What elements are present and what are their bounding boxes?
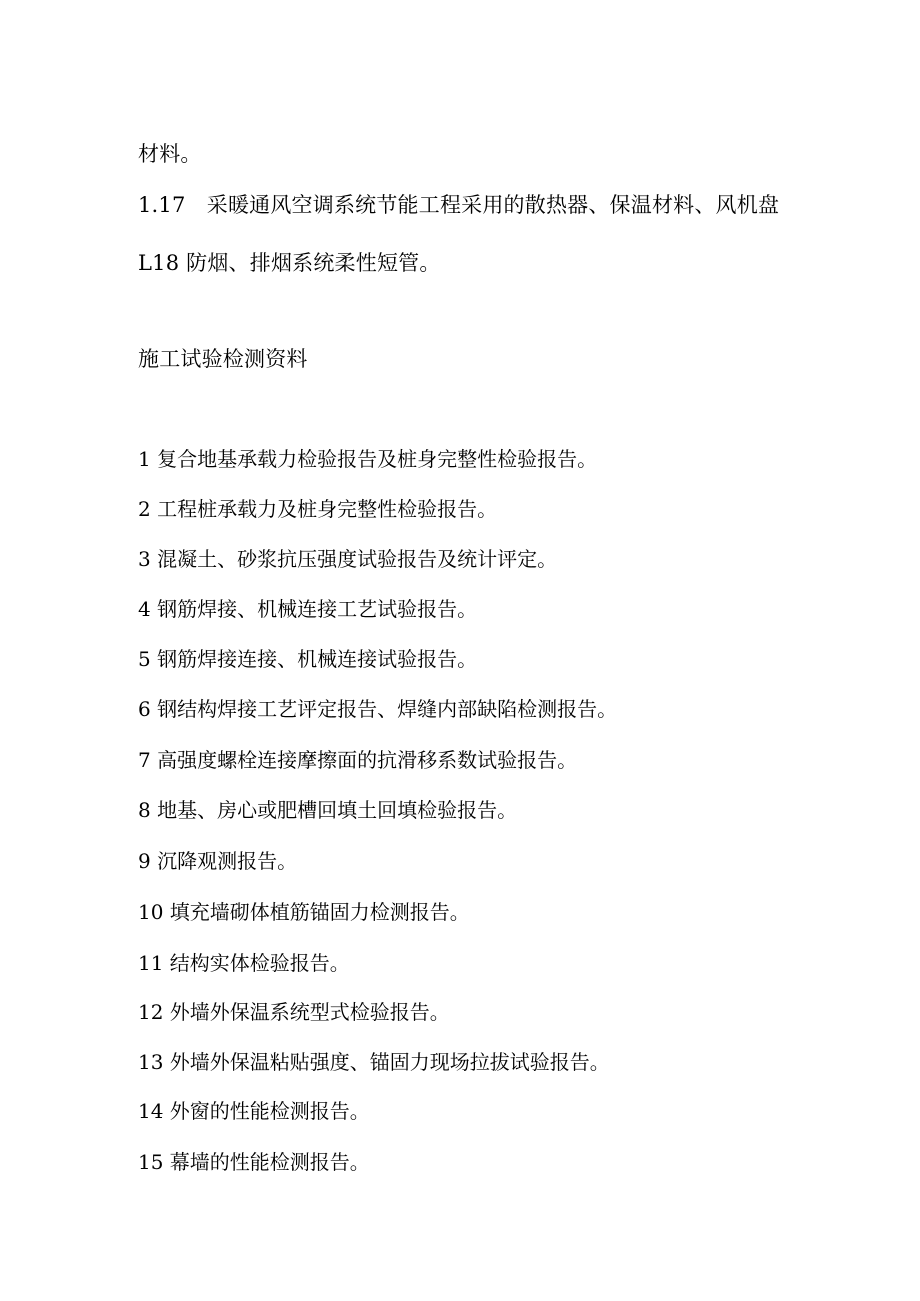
list-item-4: 4 钢筋焊接、机械连接工艺试验报告。: [138, 597, 478, 621]
list-item-10: 10 填充墙砌体植筋锚固力检测报告。: [138, 900, 470, 924]
list-item-3: 3 混凝土、砂浆抗压强度试验报告及统计评定。: [138, 547, 558, 571]
item-1-17: 1.17 采暖通风空调系统节能工程采用的散热器、保温材料、风机盘: [138, 193, 780, 217]
list-item-1: 1 复合地基承载力检验报告及桩身完整性检验报告。: [138, 447, 598, 471]
list-item-8: 8 地基、房心或肥槽回填土回填检验报告。: [138, 798, 518, 822]
item-1-18: L18 防烟、排烟系统柔性短管。: [138, 251, 441, 275]
list-item-12: 12 外墙外保温系统型式检验报告。: [138, 1000, 450, 1024]
list-item-7: 7 高强度螺栓连接摩擦面的抗滑移系数试验报告。: [138, 748, 578, 772]
list-item-6: 6 钢结构焊接工艺评定报告、焊缝内部缺陷检测报告。: [138, 697, 618, 721]
list-item-15: 15 幕墙的性能检测报告。: [138, 1150, 370, 1174]
list-item-14: 14 外窗的性能检测报告。: [138, 1099, 370, 1123]
list-item-5: 5 钢筋焊接连接、机械连接试验报告。: [138, 647, 478, 671]
list-item-2: 2 工程桩承载力及桩身完整性检验报告。: [138, 497, 498, 521]
continuation-text: 材料。: [138, 142, 202, 166]
list-item-11: 11 结构实体检验报告。: [138, 951, 350, 975]
section-heading: 施工试验检测资料: [138, 347, 308, 371]
list-item-9: 9 沉降观测报告。: [138, 849, 298, 873]
list-item-13: 13 外墙外保温粘贴强度、锚固力现场拉拔试验报告。: [138, 1050, 610, 1074]
